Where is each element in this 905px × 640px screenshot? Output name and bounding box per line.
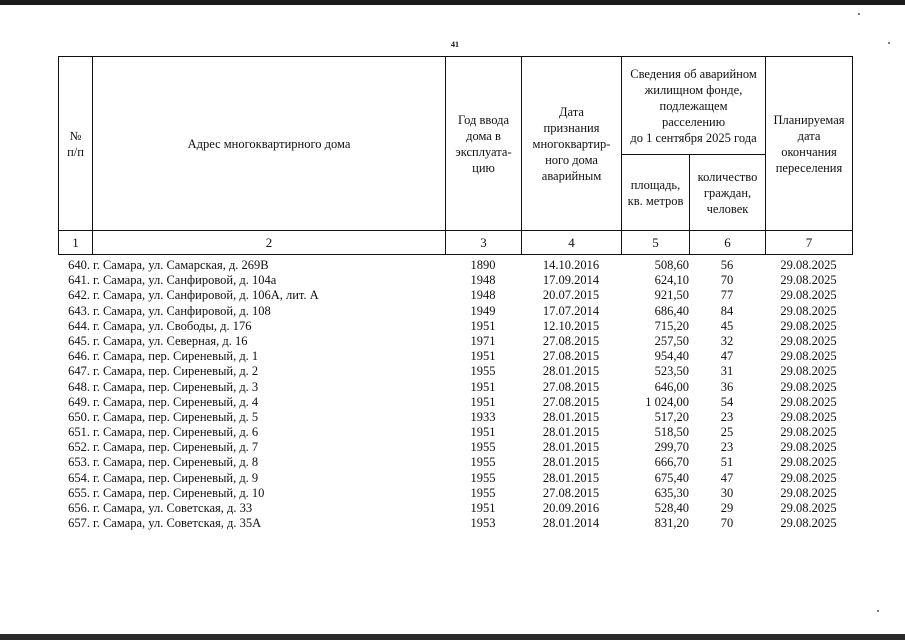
cell-resettle: 29.08.2025 — [780, 485, 837, 500]
table-row — [58, 273, 852, 288]
header-col-resettlement-date: Планируемая дата окончания переселения — [766, 57, 853, 231]
scan-bottom-border — [0, 634, 905, 640]
table-row — [58, 258, 852, 273]
cell-address: г. Самара, пер. Сиреневый, д. 9 — [93, 470, 259, 485]
cell-resettle: 29.08.2025 — [780, 258, 837, 272]
cell-area: 517,20 — [654, 409, 689, 424]
table-header — [58, 56, 853, 255]
table-row — [58, 304, 852, 319]
scan-top-border — [0, 0, 905, 5]
table-row — [58, 486, 852, 501]
cell-people: 31 — [720, 364, 734, 379]
cell-address: г. Самара, ул. Советская, д. 35А — [93, 516, 262, 531]
cell-area: 624,10 — [654, 273, 689, 288]
cell-num: 643. — [68, 303, 90, 318]
cell-address: г. Самара, ул. Санфировой, д. 108 — [93, 303, 271, 318]
cell-address: г. Самара, ул. Северная, д. 16 — [93, 333, 248, 348]
cell-area: 686,40 — [654, 303, 689, 318]
cell-num: 646. — [68, 349, 90, 364]
column-number: 3 — [446, 231, 522, 255]
table-row — [58, 334, 852, 349]
cell-num: 645. — [68, 333, 90, 348]
scan-speck — [888, 42, 890, 44]
cell-people: 77 — [720, 288, 734, 303]
cell-date: 27.08.2015 — [542, 485, 600, 500]
cell-num: 651. — [68, 425, 90, 440]
cell-address: г. Самара, пер. Сиреневый, д. 10 — [93, 485, 265, 500]
cell-resettle: 29.08.2025 — [780, 379, 837, 394]
cell-area: 257,50 — [654, 333, 689, 348]
cell-date: 27.08.2015 — [542, 333, 600, 348]
cell-address: г. Самара, пер. Сиреневый, д. 2 — [93, 364, 259, 379]
cell-area: 635,30 — [654, 485, 689, 500]
table-row — [58, 501, 852, 516]
table-body — [58, 258, 852, 531]
cell-num: 654. — [68, 470, 90, 485]
cell-resettle: 29.08.2025 — [780, 333, 837, 348]
cell-people: 54 — [720, 394, 734, 409]
column-number: 1 — [59, 231, 93, 255]
cell-address: г. Самара, пер. Сиреневый, д. 8 — [93, 455, 259, 470]
cell-resettle: 29.08.2025 — [780, 440, 837, 455]
cell-date: 28.01.2015 — [542, 364, 600, 379]
cell-year: 1955 — [470, 485, 496, 500]
cell-resettle: 29.08.2025 — [780, 273, 837, 288]
cell-address: г. Самара, пер. Сиреневый, д. 3 — [93, 379, 259, 394]
header-col-number: № п/п — [59, 57, 93, 231]
cell-people: 70 — [720, 516, 734, 531]
column-number: 6 — [690, 231, 766, 255]
header-col-address: Адрес многоквартирного дома — [93, 57, 446, 231]
cell-people: 70 — [720, 273, 734, 288]
header-col-emergency-stock: Сведения об аварийном жилищном фонде, подлежащем расселению до 1 сентября 2025 года — [622, 57, 766, 155]
cell-year: 1953 — [470, 516, 496, 531]
column-number: 7 — [766, 231, 853, 255]
cell-year: 1951 — [470, 349, 496, 364]
cell-date: 20.07.2015 — [542, 288, 600, 303]
header-col-year: Год ввода дома в эксплуата- цию — [446, 57, 522, 231]
header-col-people: количество граждан, человек — [690, 155, 766, 231]
cell-people: 32 — [720, 333, 734, 348]
page-number: 41 — [451, 40, 459, 49]
cell-area: 646,00 — [654, 379, 689, 394]
cell-num: 644. — [68, 318, 90, 333]
cell-num: 650. — [68, 409, 90, 424]
cell-area: 831,20 — [654, 516, 689, 531]
cell-num: 649. — [68, 394, 90, 409]
cell-people: 47 — [720, 470, 734, 485]
table-row — [58, 395, 852, 410]
cell-year: 1948 — [470, 273, 496, 288]
table-row — [58, 380, 852, 395]
table-row — [58, 516, 852, 531]
cell-people: 45 — [720, 318, 734, 333]
cell-address: г. Самара, пер. Сиреневый, д. 6 — [93, 425, 259, 440]
scan-speck — [877, 610, 879, 612]
cell-year: 1948 — [470, 288, 496, 303]
cell-num: 641. — [68, 273, 90, 288]
cell-people: 25 — [720, 425, 734, 440]
cell-resettle: 29.08.2025 — [780, 516, 837, 531]
cell-address: г. Самара, пер. Сиреневый, д. 4 — [93, 394, 259, 409]
table-row — [58, 455, 852, 470]
cell-num: 657. — [68, 516, 90, 531]
cell-people: 36 — [720, 379, 734, 394]
cell-address: г. Самара, пер. Сиреневый, д. 1 — [93, 349, 259, 364]
cell-people: 30 — [720, 485, 734, 500]
table-row — [58, 319, 852, 334]
cell-area: 675,40 — [654, 470, 689, 485]
cell-year: 1890 — [470, 258, 496, 272]
cell-people: 51 — [720, 455, 734, 470]
cell-resettle: 29.08.2025 — [780, 303, 837, 318]
table-row — [58, 410, 852, 425]
cell-date: 28.01.2015 — [542, 440, 600, 455]
cell-date: 27.08.2015 — [542, 349, 600, 364]
table-row — [58, 471, 852, 486]
cell-people: 29 — [720, 501, 734, 515]
cell-year: 1955 — [470, 364, 496, 379]
cell-year: 1951 — [470, 425, 496, 440]
cell-num: 656. — [68, 501, 90, 515]
cell-date: 17.09.2014 — [542, 273, 600, 288]
cell-area: 508,60 — [654, 258, 689, 272]
column-number: 5 — [622, 231, 690, 255]
cell-area: 666,70 — [654, 455, 689, 470]
table-row — [58, 349, 852, 364]
column-number: 4 — [522, 231, 622, 255]
cell-num: 647. — [68, 364, 90, 379]
cell-resettle: 29.08.2025 — [780, 501, 837, 515]
cell-area: 518,50 — [654, 425, 689, 440]
table-row — [58, 440, 852, 455]
cell-people: 56 — [720, 258, 734, 272]
cell-date: 28.01.2015 — [542, 425, 600, 440]
cell-year: 1951 — [470, 394, 496, 409]
cell-address: г. Самара, ул. Советская, д. 33 — [93, 501, 253, 515]
cell-year: 1955 — [470, 455, 496, 470]
cell-area: 921,50 — [654, 288, 689, 303]
cell-date: 28.01.2015 — [542, 455, 600, 470]
cell-area: 523,50 — [654, 364, 689, 379]
cell-num: 652. — [68, 440, 90, 455]
cell-address: г. Самара, пер. Сиреневый, д. 5 — [93, 409, 259, 424]
cell-num: 653. — [68, 455, 90, 470]
cell-year: 1971 — [470, 333, 496, 348]
cell-year: 1951 — [470, 501, 496, 515]
cell-num: 655. — [68, 485, 90, 500]
cell-date: 27.08.2015 — [542, 394, 600, 409]
cell-num: 642. — [68, 288, 90, 303]
cell-resettle: 29.08.2025 — [780, 349, 837, 364]
cell-resettle: 29.08.2025 — [780, 318, 837, 333]
cell-resettle: 29.08.2025 — [780, 425, 837, 440]
cell-year: 1955 — [470, 440, 496, 455]
table-row — [58, 425, 852, 440]
column-number: 2 — [93, 231, 446, 255]
cell-year: 1951 — [470, 318, 496, 333]
cell-area: 1 024,00 — [645, 394, 689, 409]
cell-num: 648. — [68, 379, 90, 394]
cell-resettle: 29.08.2025 — [780, 409, 837, 424]
table-row — [58, 364, 852, 379]
header-col-date: Дата признания многоквартир- ного дома аварийным — [522, 57, 622, 231]
cell-people: 47 — [720, 349, 734, 364]
cell-resettle: 29.08.2025 — [780, 470, 837, 485]
cell-date: 20.09.2016 — [542, 501, 600, 515]
cell-num: 640. — [68, 258, 90, 272]
cell-people: 23 — [720, 409, 734, 424]
cell-people: 23 — [720, 440, 734, 455]
cell-date: 28.01.2015 — [542, 470, 600, 485]
cell-year: 1955 — [470, 470, 496, 485]
cell-address: г. Самара, ул. Санфировой, д. 104а — [93, 273, 277, 288]
header-col-area: площадь, кв. метров — [622, 155, 690, 231]
cell-area: 528,40 — [654, 501, 689, 515]
cell-resettle: 29.08.2025 — [780, 364, 837, 379]
cell-people: 84 — [720, 303, 734, 318]
cell-date: 14.10.2016 — [542, 258, 600, 272]
cell-resettle: 29.08.2025 — [780, 394, 837, 409]
cell-date: 27.08.2015 — [542, 379, 600, 394]
cell-date: 17.07.2014 — [542, 303, 600, 318]
cell-year: 1951 — [470, 379, 496, 394]
scan-speck — [858, 13, 860, 15]
cell-address: г. Самара, ул. Самарская, д. 269В — [93, 258, 269, 272]
table-row — [58, 288, 852, 303]
cell-area: 954,40 — [654, 349, 689, 364]
cell-date: 12.10.2015 — [542, 318, 600, 333]
cell-date: 28.01.2015 — [542, 409, 600, 424]
cell-date: 28.01.2014 — [542, 516, 600, 531]
cell-address: г. Самара, ул. Свободы, д. 176 — [93, 318, 252, 333]
cell-address: г. Самара, пер. Сиреневый, д. 7 — [93, 440, 259, 455]
cell-area: 715,20 — [654, 318, 689, 333]
cell-address: г. Самара, ул. Санфировой, д. 106А, лит. А — [93, 288, 319, 303]
cell-year: 1949 — [470, 303, 496, 318]
cell-area: 299,70 — [654, 440, 689, 455]
cell-year: 1933 — [470, 409, 496, 424]
cell-resettle: 29.08.2025 — [780, 288, 837, 303]
cell-resettle: 29.08.2025 — [780, 455, 837, 470]
